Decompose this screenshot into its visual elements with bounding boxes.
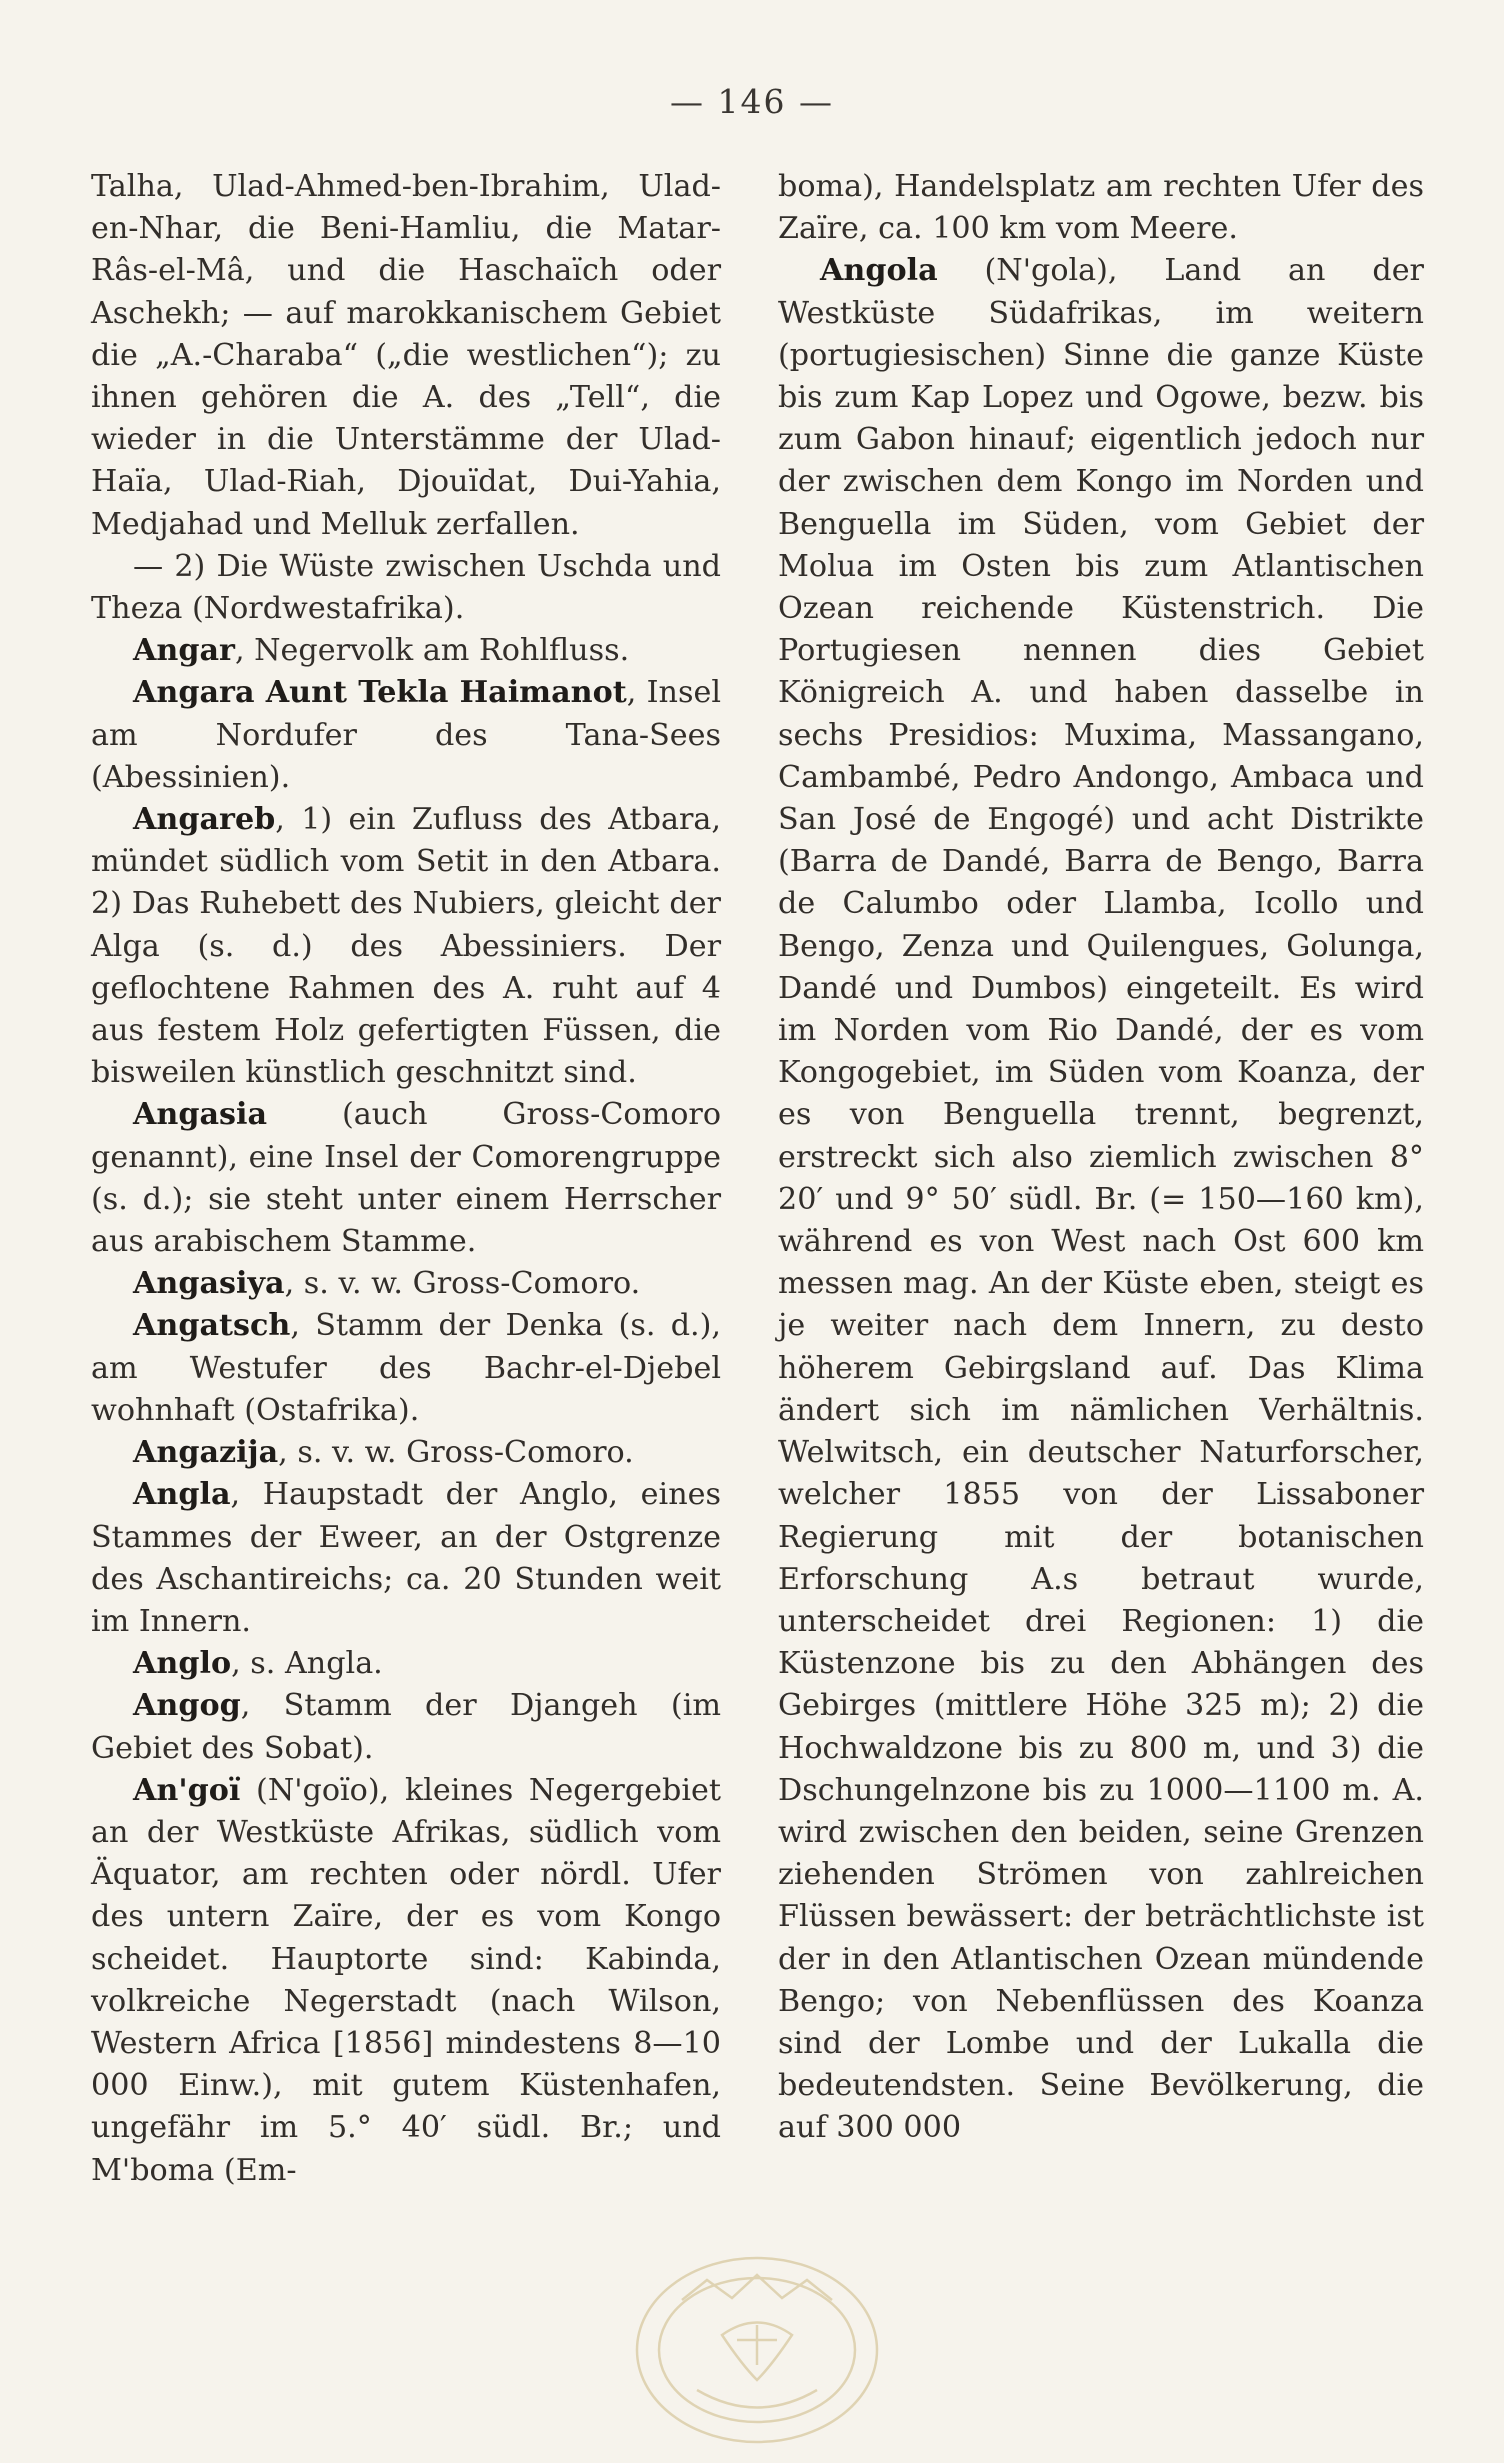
entry-headword: Angatsch (133, 1308, 291, 1344)
entry-headword: Angara Aunt Tekla Haimanot (133, 675, 627, 711)
entry-angara (91, 672, 721, 799)
entry-angla (91, 1474, 721, 1643)
entry-text: , Haupstadt der Anglo, eines Stammes der Eweer, an der Ostgrenze des Aschantireichs; ca. 20 Stunden weit im Innern. (91, 1477, 721, 1639)
entry-headword: Angasiya (133, 1266, 285, 1302)
entry-headword: An'goï (133, 1772, 241, 1808)
entry-angar (91, 630, 721, 672)
page-number: — 146 — (670, 82, 834, 121)
entry-text: , Stamm der Djangeh (im Gebiet des Sobat). (91, 1688, 721, 1766)
entry-continuation (91, 166, 721, 546)
entry-text: — 2) Die Wüste zwischen Uschda und Theza (Nordwestafrika). (91, 548, 721, 627)
library-stamp-icon (612, 2240, 902, 2455)
entry-text: , s. v. w. Gross-Comoro. (284, 1266, 641, 1302)
right-column (778, 166, 1424, 2150)
entry-angasia (91, 1094, 721, 1263)
entry-headword: Anglo (133, 1646, 232, 1682)
left-column (91, 166, 721, 2192)
entry-angazija (91, 1432, 721, 1474)
entry-text: Talha, Ulad-Ahmed-ben-Ibrahim, Ulad-en-Nhar, die Beni-Hamliu, die Matar-Râs-el-Mâ, und die Haschaïch oder Aschekh; — auf marokkanischem Gebiet die „A.-Charaba“ („die westlichen“); zu ihnen gehören die A. des „Tell“, die wieder in die Unterstämme der Ulad-Haïa, Ulad-Riah, Djouïdat, Dui-Yahia, Medjahad und Melluk zerfallen. (91, 169, 721, 542)
entry-headword: Angog (133, 1688, 241, 1724)
entry-text: , Insel am Nordufer des Tana-Sees (Abessinien). (91, 675, 721, 795)
entry-angareb (91, 799, 721, 1094)
entry-text: , Stamm der Denka (s. d.), am Westufer des Bachr-el-Djebel wohnhaft (Ostafrika). (91, 1308, 721, 1428)
entry-continuation (778, 166, 1424, 250)
entry-paragraph (91, 546, 721, 630)
entry-headword: Angazija (133, 1435, 279, 1471)
entry-angasiya (91, 1263, 721, 1305)
entry-text: (N'gola), Land an der Westküste Südafrikas, im weitern (portugiesischen) Sinne die ganze Küste bis zum Kap Lopez und Ogowe, bezw. bis zum Gabon hinauf; eigentlich jedoch nur der zwischen dem Kongo im Norden und Benguella im Süden, vom Gebiet der Molua im Osten bis zum Atlantischen Ozean reichende Küstenstrich. Die Portugiesen nennen dies Gebiet Königreich A. und haben dasselbe in sechs Presidios: Muxima, Massangano, Cambambé, Pedro Andongo, Ambaca und San José de Engogé) und acht Distrikte (Barra de Dandé, Barra de Bengo, Barra de Calumbo oder Llamba, Icollo und Bengo, Zenza und Quilengues, Golunga, Dandé und Dumbos) eingeteilt. Es wird im Norden vom Rio Dandé, der es vom Kongogebiet, im Süden vom Koanza, der es von Benguella trennt, begrenzt, erstreckt sich also ziemlich zwischen 8° 20′ und 9° 50′ südl. Br. (= 150—160 km), während es von West nach Ost 600 km messen mag. An der Küste eben, steigt es je weiter nach dem Innern, zu desto höherem Gebirgsland auf. Das Klima ändert sich im nämlichen Verhältnis. Welwitsch, ein deutscher Naturforscher, welcher 1855 von der Lissaboner Regierung mit der botanischen Erforschung A.s betraut wurde, unterscheidet drei Regionen: 1) die Küstenzone bis zu den Abhängen des Gebirges (mittlere Höhe 325 m); 2) die Hochwaldzone bis zu 800 m, und 3) die Dschungelnzone bis zu 1000—1100 m. A. wird zwischen den beiden, seine Grenzen ziehenden Strömen von zahlreichen Flüssen bewässert: der beträchtlichste ist der in den Atlantischen Ozean mündende Bengo; von Nebenflüssen des Koanza sind der Lombe und der Lukalla die bedeutendsten. Seine Bevölkerung, die auf 300 000 (778, 253, 1424, 2146)
entry-angatsch (91, 1305, 721, 1432)
entry-headword: Angasia (133, 1097, 268, 1133)
entry-text: , s. v. w. Gross-Comoro. (278, 1435, 634, 1471)
entry-text: , s. Angla. (231, 1646, 383, 1682)
entry-text: (auch Gross-Comoro genannt), eine Insel der Comorengruppe (s. d.); sie steht unter einem Herrscher aus arabischem Stamme. (91, 1097, 721, 1260)
entry-text: , 1) ein Zufluss des Atbara, mündet südlich vom Setit in den Atbara. 2) Das Ruhebett des Nubiers, gleicht der Alga (s. d.) des Abessiniers. Der geflochtene Rahmen des A. ruht auf 4 aus festem Holz gefertigten Füssen, die bisweilen künstlich geschnitzt sind. (91, 802, 721, 1091)
entry-text: (N'goïo), kleines Negergebiet an der Westküste Afrikas, südlich vom Äquator, am rechten oder nördl. Ufer des untern Zaïre, der es vom Kongo scheidet. Hauptorte sind: Kabinda, volkreiche Negerstadt (nach Wilson, Western Africa [1856] mindestens 8—10 000 Einw.), mit gutem Küstenhafen, ungefähr im 5.° 40′ südl. Br.; und M'boma (Em- (91, 1772, 721, 2188)
entry-headword: Angareb (133, 802, 276, 838)
entry-angoi (91, 1770, 721, 2192)
entry-anglo (91, 1643, 721, 1685)
entry-angola (778, 250, 1424, 2149)
entry-headword: Angola (820, 253, 938, 289)
entry-headword: Angar (133, 633, 235, 669)
entry-text: , Negervolk am Rohlfluss. (234, 633, 630, 669)
entry-angog (91, 1685, 721, 1769)
entry-headword: Angla (133, 1477, 231, 1513)
entry-text: boma), Handelsplatz am rechten Ufer des Zaïre, ca. 100 km vom Meere. (778, 169, 1424, 247)
